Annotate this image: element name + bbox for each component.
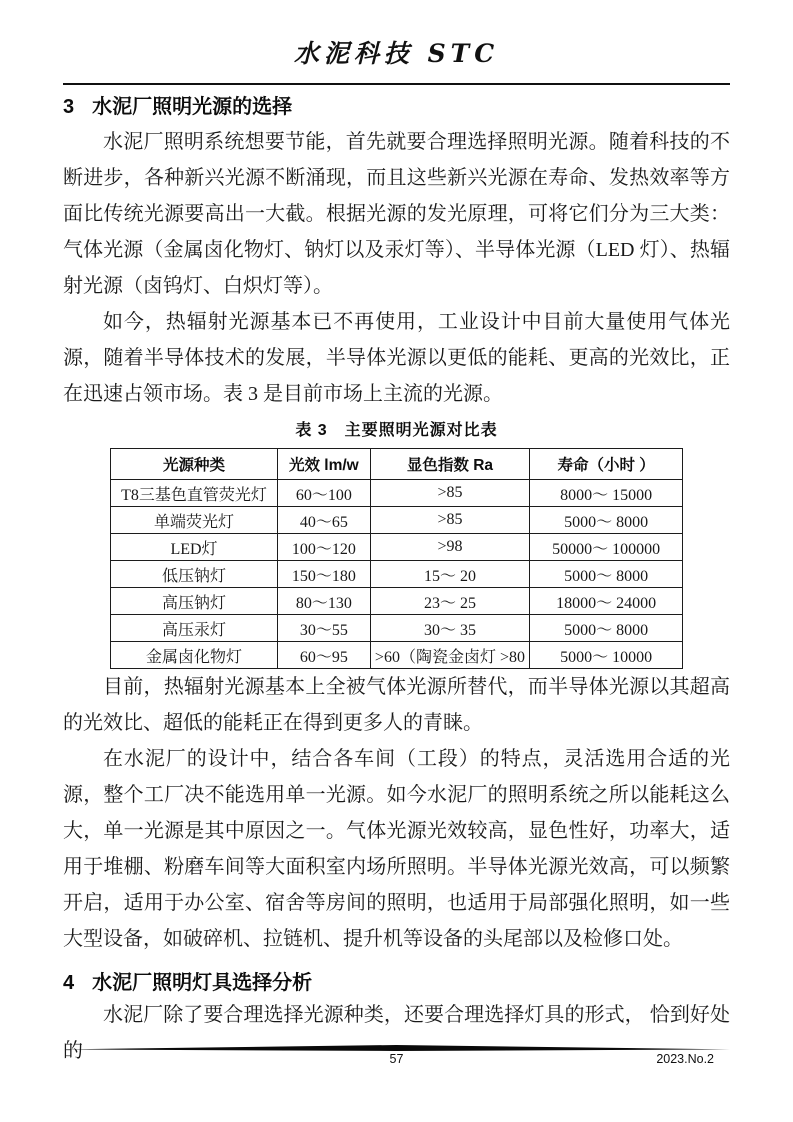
table-cell: 18000～ 24000 [530, 588, 683, 615]
table-cell: 高压汞灯 [111, 615, 278, 642]
footer-rule [63, 1045, 730, 1051]
table-cell: 5000～ 8000 [530, 615, 683, 642]
table-row [111, 480, 683, 507]
section-4-title: 水泥厂照明灯具选择分析 [92, 972, 313, 994]
table-cell: 150～180 [278, 561, 371, 588]
table-cell: 5000～ 10000 [530, 642, 683, 669]
issue-number: 2023.No.2 [656, 1052, 714, 1066]
table-cell: 60～100 [278, 480, 371, 507]
column-header: 寿命（小时 ） [530, 449, 683, 480]
table-caption: 表 3 主要照明光源对比表 [295, 422, 498, 439]
table-row [111, 561, 683, 588]
table-row [111, 615, 683, 642]
table-cell: 8000～ 15000 [530, 480, 683, 507]
table-cell: >98 [370, 534, 530, 561]
table-cell: 30～ 35 [370, 615, 530, 642]
section-3-title: 水泥厂照明光源的选择 [92, 96, 293, 118]
table-cell: 80～130 [278, 588, 371, 615]
light-source-comparison-table [110, 448, 683, 669]
table-row [111, 588, 683, 615]
paragraph-2: 如今，热辐射光源基本已不再使用，工业设计中目前大量使用气体光源，随着半导体技术的发展，半导体光源以更低的能耗、更高的光效比，正在迅速占领市场。表 3 是目前市场上主流的光源。 [63, 311, 730, 405]
paragraph-4: 在水泥厂的设计中，结合各车间（工段）的特点，灵活选用合适的光源，整个工厂决不能选用单一光源。如今水泥厂的照明系统之所以能耗这么大，单一光源是其中原因之一。气体光源光效较高，显色性好，功率大，适用于堆棚、粉磨车间等大面积室内场所照明。半导体光源光效高，可以频繁开启，适用于办公室、宿舍等房间的照明，也适用于局部强化照明，如一些大型设备，如破碎机、拉链机、提升机等设备的头尾部以及检修口处。 [63, 748, 730, 950]
table-cell: 50000～ 100000 [530, 534, 683, 561]
table-cell: 30～55 [278, 615, 371, 642]
table-cell: 5000～ 8000 [530, 561, 683, 588]
section-4-number: 4 [63, 972, 75, 994]
table-cell: 60～95 [278, 642, 371, 669]
section-3-number: 3 [63, 96, 75, 118]
page-footer [63, 1045, 730, 1070]
table-cell: 低压钠灯 [111, 561, 278, 588]
table-cell: 5000～ 8000 [530, 507, 683, 534]
table-cell: >85 [370, 480, 530, 507]
header-rule [63, 83, 730, 85]
table-cell: >85 [370, 507, 530, 534]
table-cell: 单端荧光灯 [111, 507, 278, 534]
table-row [111, 642, 683, 669]
table-cell: 15～ 20 [370, 561, 530, 588]
table-cell: >60（陶瓷金卤灯 >80 [370, 642, 530, 669]
section-4-heading [63, 969, 730, 997]
table-cell: 100～120 [278, 534, 371, 561]
column-header: 光源种类 [111, 449, 278, 480]
column-header: 显色指数 Ra [370, 449, 530, 480]
table-cell: LED灯 [111, 534, 278, 561]
table-cell: T8三基色直管荧光灯 [111, 480, 278, 507]
table-row [111, 507, 683, 534]
table-cell: 金属卤化物灯 [111, 642, 278, 669]
page-number: 57 [389, 1052, 404, 1066]
paragraph-5: 水泥厂除了要合理选择光源种类，还要合理选择灯具的形式， 恰到好处的 [63, 1004, 730, 1062]
paragraph-3: 目前，热辐射光源基本上全被气体光源所替代，而半导体光源以其超高的光效比、超低的能耗正在得到更多人的青睐。 [63, 676, 730, 734]
table-header-row [111, 449, 683, 480]
table-cell: 40～65 [278, 507, 371, 534]
column-header: 光效 lm/w [278, 449, 371, 480]
journal-title: 水泥科技 STC [293, 39, 500, 68]
paragraph-1: 水泥厂照明系统想要节能，首先就要合理选择照明光源。随着科技的不断进步，各种新兴光源不断涌现，而且这些新兴光源在寿命、发热效率等方面比传统光源要高出一大截。根据光源的发光原理，可将它们分为三大类：气体光源（金属卤化物灯、钠灯以及汞灯等）、半导体光源（LED 灯）、热辐射光源（卤钨灯、白炽灯等）。 [63, 131, 730, 297]
footer-text-row [63, 1052, 730, 1070]
table-cell: 高压钠灯 [111, 588, 278, 615]
section-3-heading [63, 93, 730, 121]
table-cell: 23～ 25 [370, 588, 530, 615]
table-row [111, 534, 683, 561]
